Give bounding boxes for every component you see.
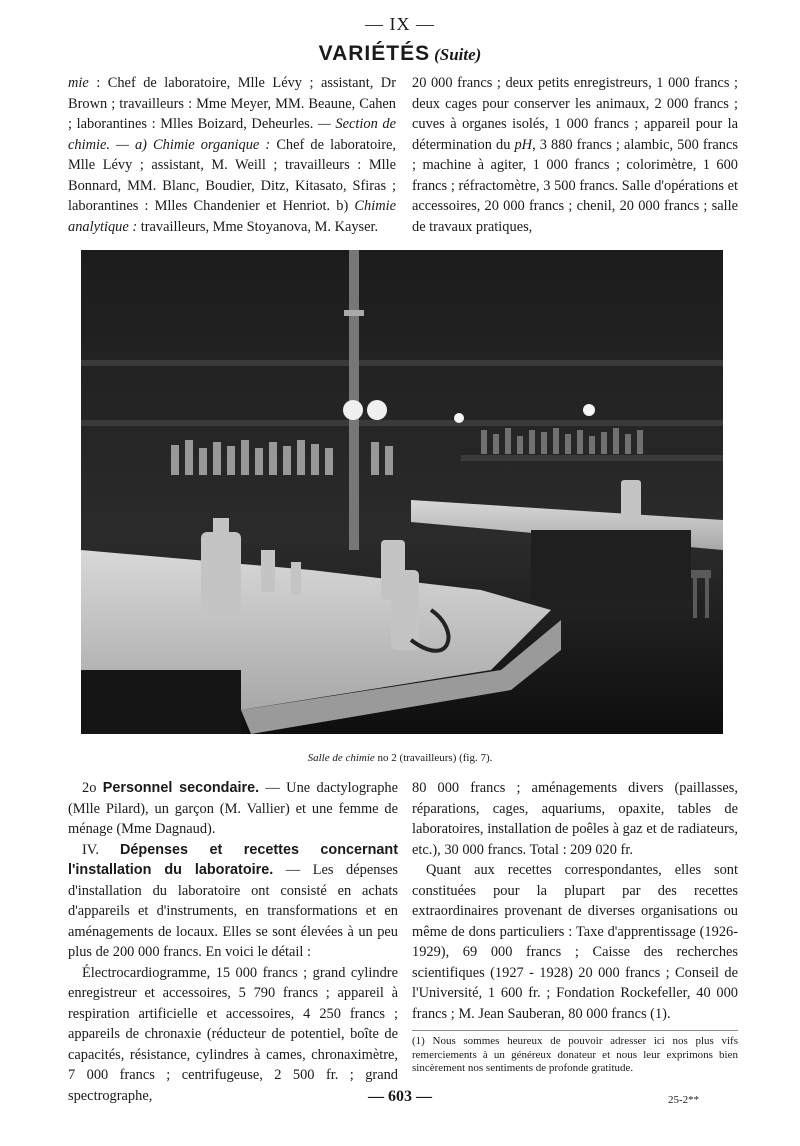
staff-lead: mie bbox=[68, 75, 89, 91]
personnel-heading: Personnel secondaire. bbox=[102, 780, 260, 796]
top-left-column bbox=[68, 73, 396, 237]
bottom-right-column bbox=[412, 778, 738, 1024]
top-right-column bbox=[412, 73, 738, 237]
page-number: — 603 — bbox=[368, 1088, 432, 1105]
laboratory-photograph bbox=[81, 250, 723, 734]
staff-paragraph bbox=[68, 73, 396, 237]
figure-caption-rest: no 2 (travailleurs) (fig. 7). bbox=[374, 752, 493, 764]
bottom-left-column bbox=[68, 778, 398, 1106]
personnel-number: 2o bbox=[82, 780, 103, 796]
roman-page-number: — IX — bbox=[365, 14, 435, 34]
section-title-suite: (Suite) bbox=[434, 45, 482, 64]
equipment-text-1: 20 000 francs ; deux petits enregistreurs, 1 000 francs ; deux cages pour conserver les animaux, 2 000 francs ; cuves à organes isolés, 1 000 francs ; appareil pour la détermination du bbox=[412, 75, 738, 153]
staff-text-2: Chef de laboratoire, Mlle Lévy ; assistant, M. Weill ; travailleurs : Mlle Bonnard, MM. Blanc, Boudier, Ditz, Kitasato, Sfiras ; laborantines : Mlles Chandenier et Henriot. b) bbox=[68, 136, 396, 214]
equipment-list-paragraph bbox=[412, 73, 738, 237]
figure-caption bbox=[0, 752, 800, 764]
footnote: (1) Nous sommes heureux de pouvoir adresser ici nos plus vifs remerciements à un généreux donateur et nous leur exprimons bien sincèrement nos sentiments de profonde gratitude. bbox=[412, 1030, 738, 1076]
receipts-paragraph: Quant aux recettes correspondantes, elles sont constituées pour la plupart par des recettes extraordinaires provenant de diverses organisations ou même de dons particuliers : Taxe d'apprentissage (1926-1929), 69 000 francs ; Caisse des recherches scientifiques (1927 - 1928) 20 000 francs ; Conseil de l'Université, 1 600 fr. ; Fondation Rockefeller, 40 000 francs ; M. Jean Sauberan, 80 000 francs (1). bbox=[412, 862, 738, 1022]
ph-term: pH bbox=[514, 136, 533, 153]
expenses-continued-paragraph: 80 000 francs ; aménagements divers (paillasses, réparations, cages, aquariums, opaxite, tables de laboratoires, installation de poêles à gaz et de radiateurs, etc.), 30 000 francs. Total : 209 020 fr. bbox=[412, 780, 738, 858]
staff-text-3: travailleurs, Mme Stoyanova, M. Kayser. bbox=[137, 218, 379, 235]
personnel-paragraph bbox=[68, 778, 398, 840]
expenses-paragraph bbox=[68, 840, 398, 963]
chimie-analytique-heading: Chimie analytique : bbox=[68, 198, 396, 235]
expenses-heading: Dépenses et recettes concernant l'installation du laboratoire. bbox=[68, 841, 398, 878]
section-chimie-heading: — Section de chimie. — a) Chimie organique : bbox=[68, 116, 396, 153]
figure-caption-italic: Salle de chimie bbox=[307, 752, 375, 764]
expenses-number: IV. bbox=[82, 841, 121, 858]
expenses-detail-paragraph: Électrocardiogramme, 15 000 francs ; grand cylindre enregistreur et accessoires, 5 790 francs ; appareil à respiration artificielle et accessoires, 4 250 francs ; appareils de chronaxie (réducteur de potentiel, boîte de capacités, résistance, cylindres à cames, chronaximètre, 7 000 francs ; centrifugeuse, 2 500 fr. ; grand spectrographe, bbox=[68, 964, 398, 1104]
signature-mark: 25-2** bbox=[668, 1094, 700, 1106]
personnel-text: — Une dactylographe (Mlle Pilard), un garçon (M. Vallier) et une femme de ménage (Mme Dagnaud). bbox=[68, 780, 399, 837]
equipment-text-2: , 3 880 francs ; alambic, 500 francs ; machine à agiter, 1 000 francs ; colorimètre, 1 600 francs ; réfractomètre, 3 500 francs. Salle d'opérations et accessoires, 20 000 francs ; chenil, 20 000 francs ; salle de travaux pratiques, bbox=[412, 136, 738, 235]
staff-text-1: : Chef de laboratoire, Mlle Lévy ; assistant, Dr Brown ; travailleurs : Mme Meyer, MM. Beaune, Cahen ; laborantines : Mlles Boizard, Deheurles. bbox=[68, 75, 396, 132]
laboratory-photo-illustration bbox=[81, 250, 723, 734]
expenses-text: — Les dépenses d'installation du laboratoire ont consisté en achats d'appareils et d'instruments, en transformations et en aménagements de locaux. Elles se sont élevées à un peu plus de 200 000 francs. En voici le détail : bbox=[68, 862, 398, 960]
section-title-main: VARIÉTÉS bbox=[318, 42, 431, 65]
section-title bbox=[0, 42, 800, 66]
